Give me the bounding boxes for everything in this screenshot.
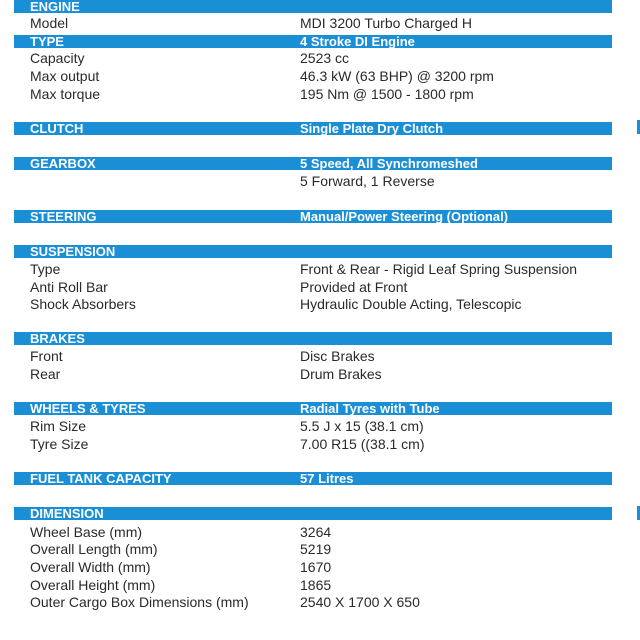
spec-row-max-output [14, 68, 612, 85]
spec-row-brakes-front [14, 348, 612, 365]
section-title: SUSPENSION [30, 244, 116, 259]
spec-row-anti-roll-bar [14, 279, 612, 296]
section-title: DIMENSION [30, 506, 104, 521]
spec-row-wheel-base [14, 524, 612, 541]
section-title: WHEELS & TYRES [30, 401, 146, 416]
section-value: Radial Tyres with Tube [300, 401, 440, 416]
spec-value: 3264 [300, 524, 332, 540]
spec-row-overall-height [14, 577, 612, 594]
spec-label: Anti Roll Bar [30, 279, 108, 295]
spec-row-overall-width [14, 559, 612, 576]
section-header-steering [14, 210, 612, 223]
section-value: Single Plate Dry Clutch [300, 121, 444, 136]
spec-label: Shock Absorbers [30, 296, 136, 312]
spec-value: Hydraulic Double Acting, Telescopic [300, 296, 522, 312]
section-title: CLUTCH [30, 121, 84, 136]
section-value: 4 Stroke DI Engine [300, 34, 415, 49]
spec-row-tyre-size [14, 436, 612, 453]
spec-value: Drum Brakes [300, 366, 382, 382]
spec-value: 46.3 kW (63 BHP) @ 3200 rpm [300, 68, 494, 84]
section-header-clutch [14, 122, 612, 135]
spec-row-gearbox-detail [14, 173, 612, 190]
section-header-type [14, 35, 612, 48]
spec-value: 2523 cc [300, 50, 350, 66]
section-header-suspension [14, 245, 612, 258]
section-title: GEARBOX [30, 156, 96, 171]
spec-label: Tyre Size [30, 436, 89, 452]
spec-label: Model [30, 15, 69, 31]
spec-row-max-torque [14, 86, 612, 103]
spec-row-shock-absorbers [14, 296, 612, 313]
section-title: FUEL TANK CAPACITY [30, 471, 172, 486]
section-title: ENGINE [30, 0, 80, 14]
spec-value: MDI 3200 Turbo Charged H [300, 15, 472, 31]
section-header-engine [14, 0, 612, 13]
spec-row-model [14, 15, 612, 32]
spec-label: Wheel Base (mm) [30, 524, 143, 540]
spec-row-brakes-rear [14, 366, 612, 383]
spec-value: Front & Rear - Rigid Leaf Spring Suspension [300, 261, 578, 277]
spec-label: Type [30, 261, 61, 277]
spec-label: Rear [30, 366, 61, 382]
spec-value: 1865 [300, 577, 332, 593]
spec-value: 7.00 R15 ((38.1 cm) [300, 436, 425, 452]
section-header-fuel-tank [14, 472, 612, 485]
section-header-dimension [14, 507, 612, 520]
spec-value: 5219 [300, 541, 332, 557]
section-header-wheels [14, 402, 612, 415]
spec-label: Max output [30, 68, 100, 84]
spec-row-suspension-type [14, 261, 612, 278]
section-value: 5 Speed, All Synchromeshed [300, 156, 478, 171]
spec-row-rim-size [14, 418, 612, 435]
spec-row-overall-length [14, 541, 612, 558]
section-value: Manual/Power Steering (Optional) [300, 209, 509, 224]
section-header-gearbox [14, 157, 612, 170]
spec-value: 195 Nm @ 1500 - 1800 rpm [300, 86, 474, 102]
spec-label: Overall Length (mm) [30, 541, 158, 557]
spec-label: Overall Height (mm) [30, 577, 156, 593]
section-title: TYPE [30, 34, 64, 49]
section-title: STEERING [30, 209, 97, 224]
spec-row-capacity [14, 50, 612, 67]
section-header-brakes [14, 332, 612, 345]
spec-value: Disc Brakes [300, 348, 375, 364]
section-value: 57 Litres [300, 471, 354, 486]
spec-row-cargo-box [14, 594, 612, 611]
spec-value: 5.5 J x 15 (38.1 cm) [300, 418, 424, 434]
spec-label: Max torque [30, 86, 101, 102]
spec-value: Provided at Front [300, 279, 408, 295]
spec-label: Overall Width (mm) [30, 559, 151, 575]
spec-label: Rim Size [30, 418, 87, 434]
spec-value: 5 Forward, 1 Reverse [300, 173, 435, 189]
spec-label: Capacity [30, 50, 85, 66]
section-title: BRAKES [30, 331, 85, 346]
spec-value: 1670 [300, 559, 332, 575]
spec-label: Front [30, 348, 63, 364]
spec-value: 2540 X 1700 X 650 [300, 594, 420, 610]
spec-label: Outer Cargo Box Dimensions (mm) [30, 594, 249, 610]
